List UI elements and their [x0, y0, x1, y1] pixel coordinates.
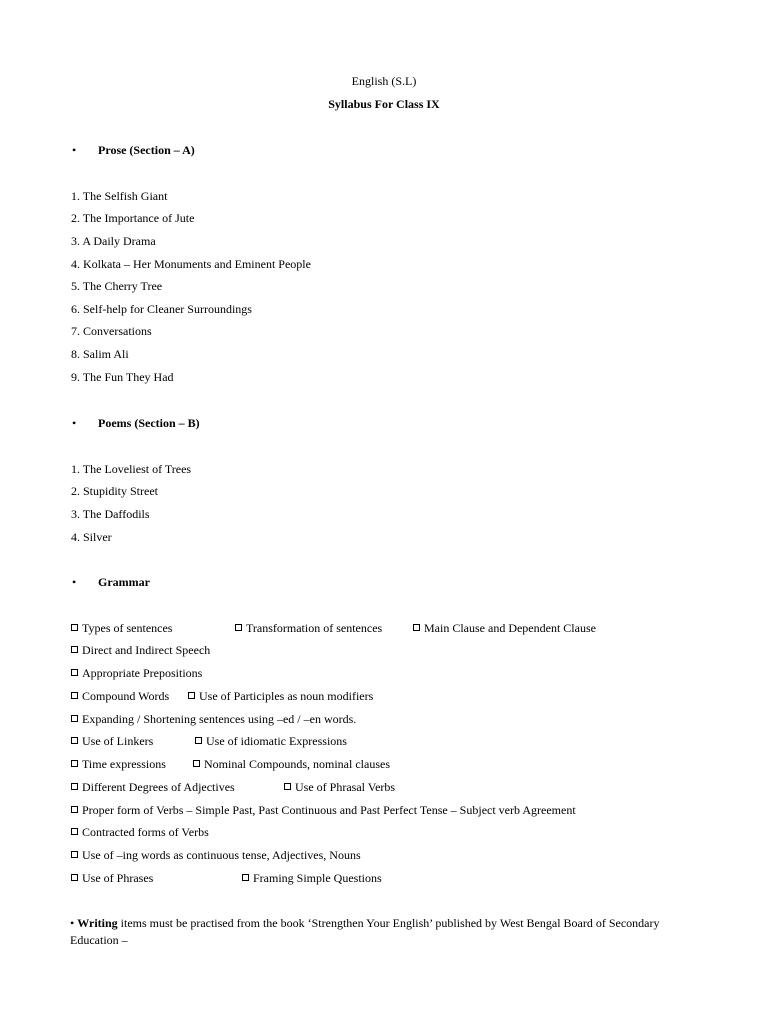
prose-bullet: • — [72, 143, 77, 157]
grammar-heading: Grammar — [98, 575, 150, 589]
grammar-topic: Different Degrees of Adjectives — [71, 780, 235, 794]
writing-text: items must be practised from the book ‘Strengthen Your English’ published by West Bengal Board of Secondary Education – — [70, 916, 660, 947]
grammar-topic: Proper form of Verbs – Simple Past, Past Continuous and Past Perfect Tense – Subject verb Agreement — [71, 803, 576, 817]
writing-bullet: • — [70, 916, 75, 930]
prose-item: 8. Salim Ali — [71, 347, 129, 361]
checkbox-icon — [71, 715, 78, 722]
poems-bullet: • — [72, 416, 77, 430]
grammar-topic: Use of Linkers — [71, 734, 153, 748]
prose-item: 3. A Daily Drama — [71, 234, 156, 248]
prose-item: 2. The Importance of Jute — [71, 211, 195, 225]
checkbox-icon — [195, 737, 202, 744]
poem-item: 4. Silver — [71, 530, 112, 544]
grammar-topic: Framing Simple Questions — [242, 871, 382, 885]
grammar-topic: Nominal Compounds, nominal clauses — [193, 757, 390, 771]
checkbox-icon — [71, 669, 78, 676]
grammar-topic: Types of sentences — [71, 621, 172, 635]
checkbox-icon — [71, 851, 78, 858]
writing-paragraph — [70, 915, 670, 949]
prose-item: 4. Kolkata – Her Monuments and Eminent People — [71, 257, 311, 271]
grammar-topic: Transformation of sentences — [235, 621, 382, 635]
checkbox-icon — [413, 624, 420, 631]
prose-item: 5. The Cherry Tree — [71, 279, 163, 293]
writing-label: Writing — [77, 916, 118, 930]
prose-item: 9. The Fun They Had — [71, 370, 174, 384]
checkbox-icon — [71, 760, 78, 767]
checkbox-icon — [71, 737, 78, 744]
syllabus-title: Syllabus For Class IX — [328, 97, 440, 111]
checkbox-icon — [242, 874, 249, 881]
checkbox-icon — [71, 806, 78, 813]
poems-heading: Poems (Section – B) — [98, 416, 200, 430]
poem-item: 3. The Daffodils — [71, 507, 150, 521]
checkbox-icon — [71, 828, 78, 835]
grammar-topic: Appropriate Prepositions — [71, 666, 202, 680]
grammar-topic: Expanding / Shortening sentences using –ed / –en words. — [71, 712, 356, 726]
checkbox-icon — [188, 692, 195, 699]
grammar-topic: Use of Phrases — [71, 871, 153, 885]
prose-item: 6. Self-help for Cleaner Surroundings — [71, 302, 252, 316]
grammar-topic: Direct and Indirect Speech — [71, 643, 210, 657]
grammar-bullet: • — [72, 575, 77, 589]
grammar-topic: Contracted forms of Verbs — [71, 825, 209, 839]
prose-item: 7. Conversations — [71, 324, 152, 338]
checkbox-icon — [71, 874, 78, 881]
checkbox-icon — [284, 783, 291, 790]
checkbox-icon — [193, 760, 200, 767]
grammar-topic: Use of Participles as noun modifiers — [188, 689, 373, 703]
checkbox-icon — [71, 783, 78, 790]
prose-item: 1. The Selfish Giant — [71, 189, 168, 203]
grammar-topic: Time expressions — [71, 757, 166, 771]
prose-heading: Prose (Section – A) — [98, 143, 195, 157]
checkbox-icon — [71, 646, 78, 653]
subject-title: English (S.L) — [351, 74, 417, 88]
grammar-topic: Use of idiomatic Expressions — [195, 734, 347, 748]
grammar-topic: Use of Phrasal Verbs — [284, 780, 395, 794]
checkbox-icon — [71, 624, 78, 631]
grammar-topic: Use of –ing words as continuous tense, Adjectives, Nouns — [71, 848, 361, 862]
grammar-topic: Main Clause and Dependent Clause — [413, 621, 596, 635]
checkbox-icon — [235, 624, 242, 631]
grammar-topic: Compound Words — [71, 689, 169, 703]
poem-item: 2. Stupidity Street — [71, 484, 158, 498]
poem-item: 1. The Loveliest of Trees — [71, 462, 192, 476]
checkbox-icon — [71, 692, 78, 699]
